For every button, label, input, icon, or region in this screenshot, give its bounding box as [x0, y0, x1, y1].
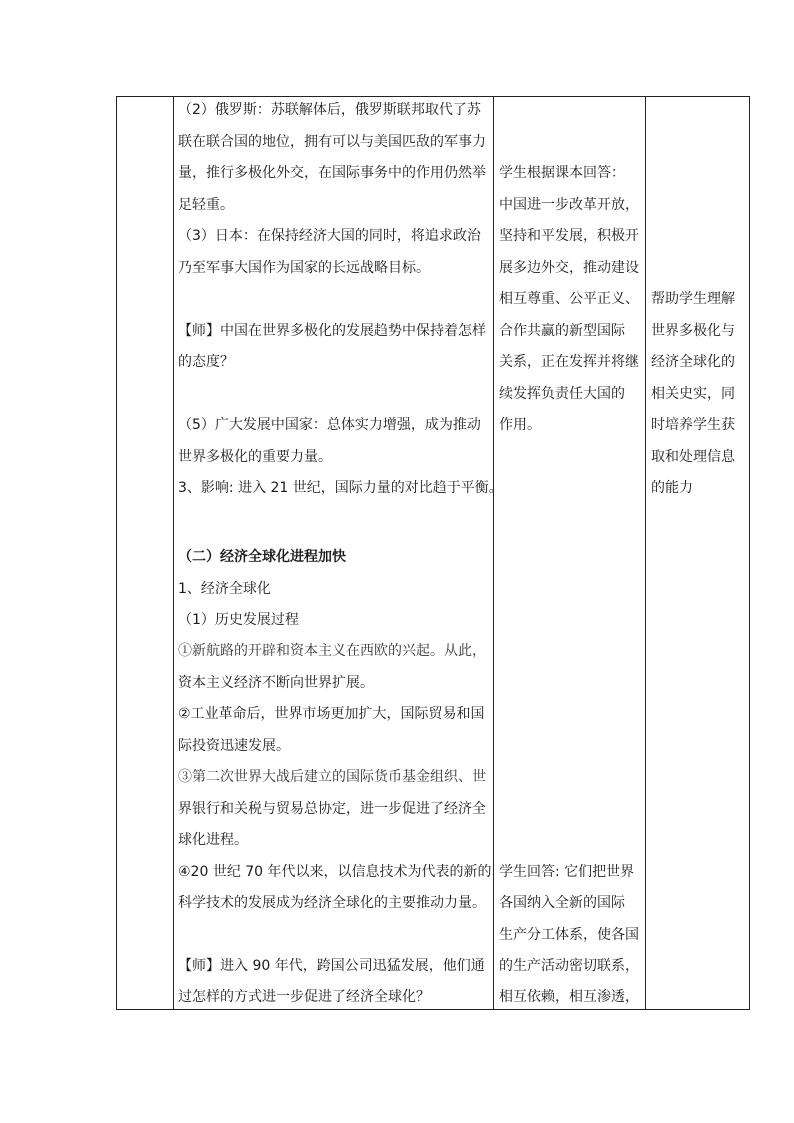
- text-line: 时培养学生获: [651, 417, 735, 433]
- text-line: （3）日本：在保持经济大国的同时，将追求政治: [178, 228, 481, 244]
- text-line: 作用。: [499, 417, 541, 433]
- teacher-question: 【师】中国在世界多极化的发展趋势中保持着怎样: [178, 323, 486, 339]
- text-line: 世界多极化与: [651, 323, 735, 339]
- text-line: 量，推行多极化外交，在国际事务中的作用仍然举: [178, 165, 486, 181]
- column-divider: [493, 97, 494, 1009]
- text-line: 联在联合国的地位，拥有可以与美国匹敌的军事力: [178, 134, 486, 150]
- text-line: （5）广大发展中国家：总体实力增强，成为推动: [178, 417, 481, 433]
- text-line: 际投资迅速发展。: [178, 738, 290, 754]
- text-line: 3、影响: 进入 21 世纪，国际力量的对比趋于平衡。: [178, 480, 503, 496]
- text-line: 中国进一步改革开放，: [499, 197, 639, 213]
- text-line: 世界多极化的重要力量。: [178, 449, 332, 465]
- text-line: 足轻重。: [178, 197, 234, 213]
- text-line: 帮助学生理解: [651, 291, 735, 307]
- column-divider: [173, 97, 174, 1009]
- text-line: （2）俄罗斯：苏联解体后，俄罗斯联邦取代了苏: [178, 102, 481, 118]
- text-line: 的生产活动密切联系，: [499, 958, 639, 974]
- text-line: 取和处理信息: [651, 449, 735, 465]
- text-line: 资本主义经济不断向世界扩展。: [178, 675, 374, 691]
- text-line: 的能力: [651, 480, 693, 496]
- text-line: ③第二次世界大战后建立的国际货币基金组织、世: [178, 769, 486, 785]
- text-line: 相关史实，同: [651, 386, 735, 402]
- teaching-content-cell: [178, 97, 503, 1009]
- text-line: ①新航路的开辟和资本主义在西欧的兴起。从此，: [178, 643, 486, 659]
- text-line: 合作共赢的新型国际: [499, 323, 625, 339]
- teacher-question: 【师】进入 90 年代，跨国公司迅猛发展，他们通: [178, 958, 485, 974]
- text-line: 展多边外交，推动建设: [499, 260, 639, 276]
- text-line: 相互尊重、公平正义、: [499, 291, 639, 307]
- text-line: ②工业革命后，世界市场更加扩大，国际贸易和国: [178, 706, 485, 722]
- text-line: 球化进程。: [178, 832, 248, 848]
- column-divider: [645, 97, 646, 1009]
- design-purpose-cell: [651, 97, 747, 1009]
- text-line: 续发挥负责任大国的: [499, 386, 625, 402]
- text-line: 经济全球化的: [651, 354, 735, 370]
- text-line: 各国纳入全新的国际: [499, 895, 625, 911]
- student-activity-cell: [499, 97, 645, 1009]
- empty-left-cell: [117, 97, 173, 1009]
- text-line: 过怎样的方式进一步促进了经济全球化？: [178, 989, 430, 1005]
- text-line: 界银行和关税与贸易总协定，进一步促进了经济全: [178, 801, 486, 817]
- text-line: 学生回答: 它们把世界: [499, 864, 635, 880]
- text-line: 的态度？: [178, 354, 234, 370]
- text-line: 坚持和平发展，积极开: [499, 228, 639, 244]
- section-heading: （二）经济全球化进程加快: [178, 549, 346, 565]
- text-line: 1、经济全球化: [178, 581, 271, 597]
- text-line: 生产分工体系，使各国: [499, 927, 639, 943]
- text-line: 乃至军事大国作为国家的长远战略目标。: [178, 260, 430, 276]
- lesson-plan-table: [116, 96, 750, 1010]
- text-line: 相互依赖，相互渗透，: [499, 989, 639, 1005]
- text-line: （1）历史发展过程: [178, 612, 299, 628]
- text-line: 学生根据课本回答：: [499, 165, 625, 181]
- text-line: ④20 世纪 70 年代以来，以信息技术为代表的新的: [178, 864, 492, 880]
- text-line: 科学技术的发展成为经济全球化的主要推动力量。: [178, 895, 486, 911]
- text-line: 关系，正在发挥并将继: [499, 354, 639, 370]
